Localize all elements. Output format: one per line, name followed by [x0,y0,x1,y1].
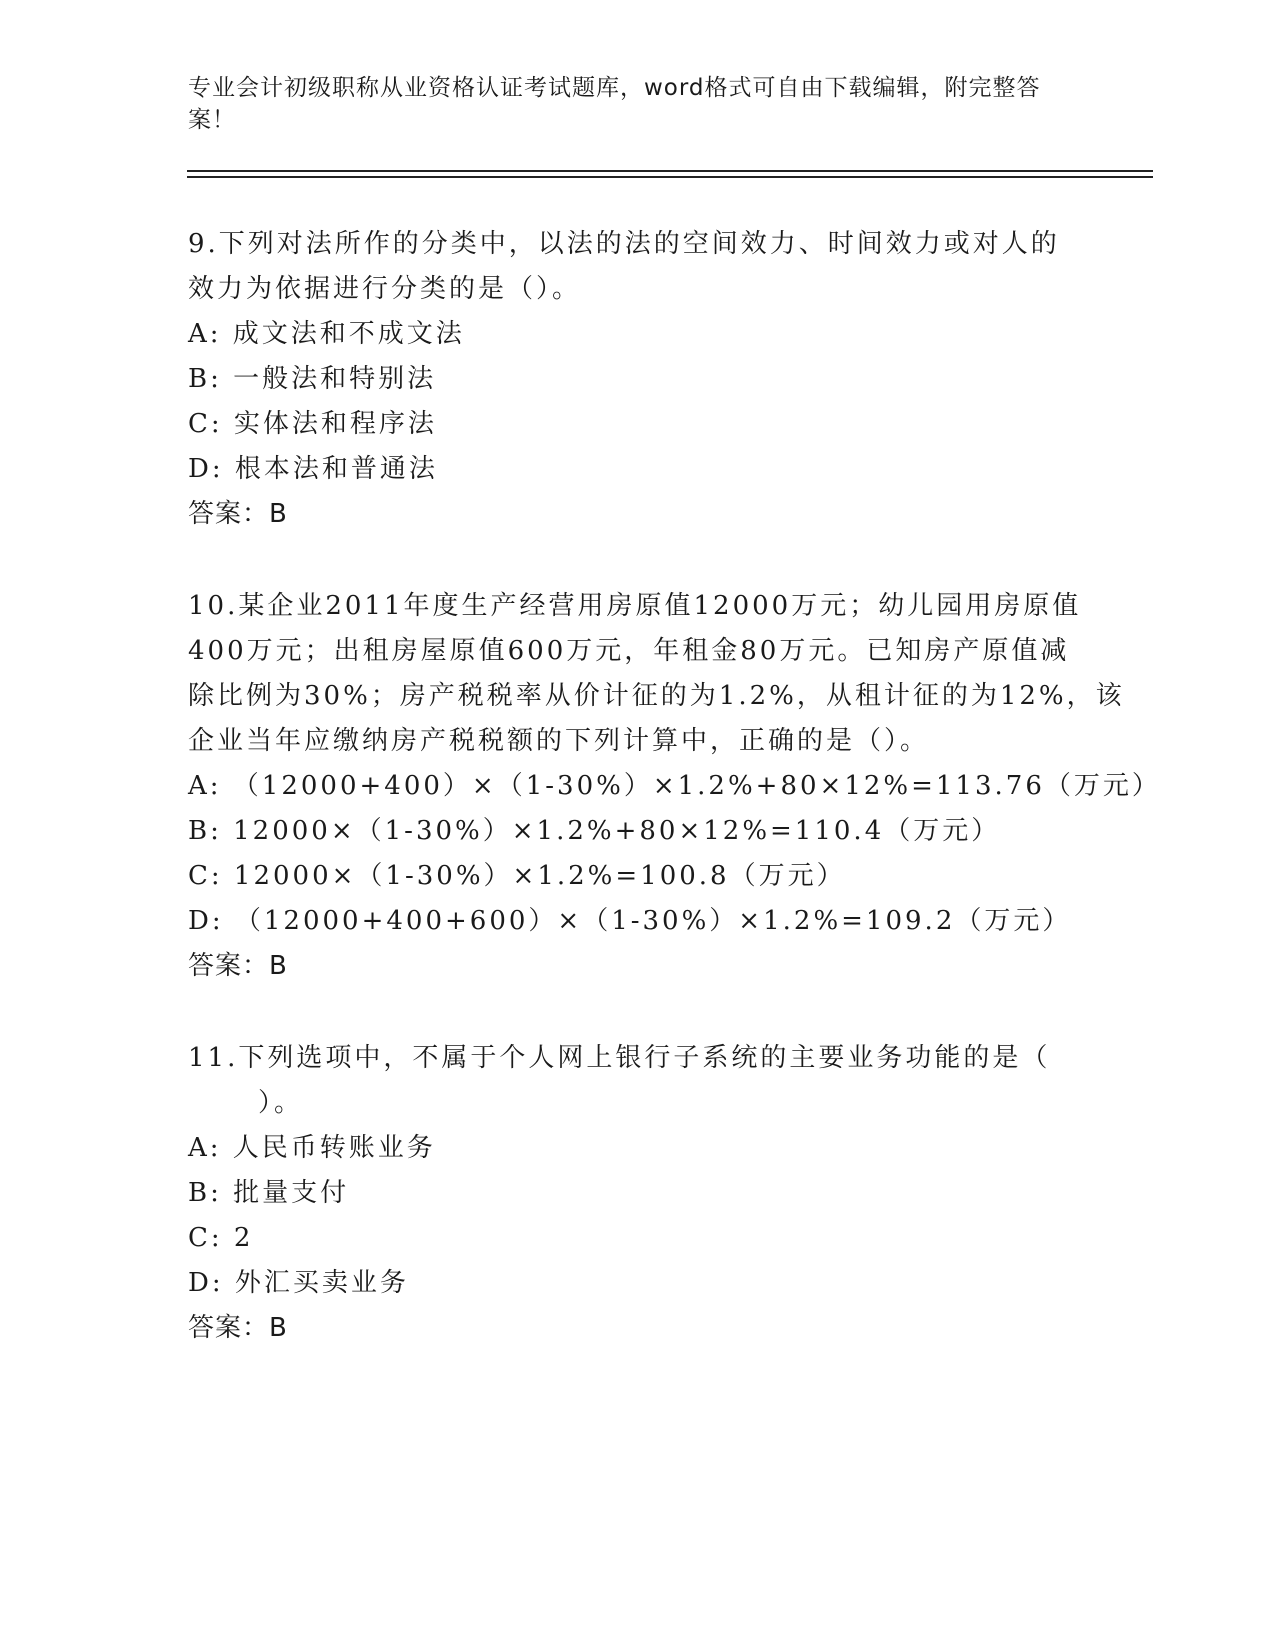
option-a: A: 人民币转账业务 [188,1133,436,1163]
option-a: A: （12000+400）×（1-30%）×1.2%+80×12%=113.76（万元） [188,771,1161,801]
question-9 [188,222,1088,537]
option-b: B: 批量支付 [188,1178,350,1208]
question-stem: 除比例为30%；房产税税率从价计征的为1.2%，从租计征的为12%，该 [188,681,1125,711]
option-d: D: 根本法和普通法 [188,454,438,484]
header-divider-top [187,170,1153,172]
question-10 [188,584,1161,989]
page-header: 专业会计初级职称从业资格认证考试题库，word格式可自由下载编辑，附完整答案！ [188,75,1041,133]
question-stem: 9.下列对法所作的分类中，以法的法的空间效力、时间效力或对人的 [188,229,1060,259]
question-stem: ）。 [258,1088,304,1118]
question-11 [188,1036,1088,1351]
answer: 答案：B [188,951,288,981]
option-a: A: 成文法和不成文法 [188,319,465,349]
question-stem: 400万元；出租房屋原值600万元，年租金80万元。已知房产原值减 [188,636,1070,666]
question-stem: 企业当年应缴纳房产税税额的下列计算中，正确的是（）。 [188,726,930,756]
question-stem: 效力为依据进行分类的是（）。 [188,274,582,304]
answer: 答案：B [188,1313,288,1343]
option-d: D: 外汇买卖业务 [188,1268,409,1298]
question-stem: 10.某企业2011年度生产经营用房原值12000万元；幼儿园用房原值 [188,591,1082,621]
option-c: C: 实体法和程序法 [188,409,437,439]
option-c: C: 2 [188,1223,254,1253]
option-b: B: 一般法和特别法 [188,364,437,394]
option-c: C: 12000×（1-30%）×1.2%=100.8（万元） [188,861,846,891]
header-divider-bottom [187,176,1153,178]
option-d: D: （12000+400+600）×（1-30%）×1.2%=109.2（万元） [188,906,1072,936]
question-stem: 11.下列选项中，不属于个人网上银行子系统的主要业务功能的是（ [188,1043,1051,1073]
option-b: B: 12000×（1-30%）×1.2%+80×12%=110.4（万元） [188,816,1001,846]
answer: 答案：B [188,499,288,529]
